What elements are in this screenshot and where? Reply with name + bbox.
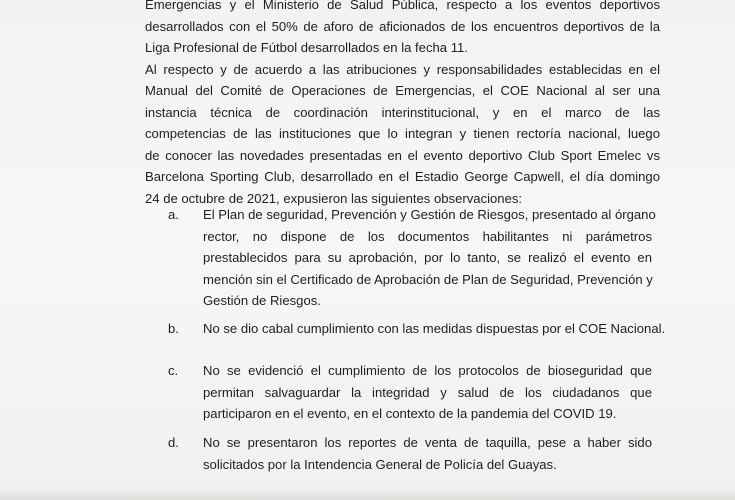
item-line: Gestión de Riesgos. (203, 293, 321, 308)
paragraph-line: competencias de las instituciones que lo integran y tienen rectoría nacional, luego (145, 126, 660, 141)
item-line: No se presentaron los reportes de venta de taquilla, pese a haber sido (203, 435, 652, 450)
paragraph-line: 24 de octubre de 2021, expusieron las siguientes observaciones: (145, 190, 523, 206)
item-line: mención sin el Certificado de Aprobación de Plan de Seguridad, Prevención y (203, 271, 653, 287)
paragraph-line: de conocer las novedades presentadas en el evento deportivo Club Sport Emelec vs (145, 147, 660, 163)
intro-line: Emergencias y el Ministerio de Salud Pública, respecto a los eventos deportivos (145, 0, 660, 12)
page-bottom-shadow (0, 488, 735, 500)
intro-paragraph (145, 0, 660, 59)
item-line: permitan salvaguardar la integridad y salud de los ciudadanos que (203, 384, 652, 400)
item-line: No se evidenció el cumplimiento de los protocolos de bioseguridad que (203, 363, 652, 378)
list-marker: a. (168, 207, 179, 222)
list-marker: b. (168, 321, 179, 336)
paragraph-line: Barcelona Sporting Club, desarrollado en el Estadio George Capwell, el día domingo (145, 169, 660, 184)
observations-paragraph (145, 59, 660, 210)
list-item-text (203, 204, 656, 312)
list-item-text (203, 432, 652, 475)
paragraph-line: instancia técnica de coordinación interinstitucional, y en el marco de las (145, 104, 660, 120)
item-line: rector, no dispone de los documentos habilitantes ni parámetros (203, 228, 652, 244)
paragraph-line: Al respecto y de acuerdo a las atribuciones y responsabilidades establecidas en el (145, 61, 660, 77)
item-line: No se dio cabal cumplimiento con las medidas dispuestas por el COE Nacional. (203, 321, 666, 336)
list-item-text (203, 318, 666, 340)
intro-line: desarrollados con el 50% de aforo de aficionados de los encuentros deportivos de la (145, 18, 660, 34)
list-marker: c. (168, 363, 179, 378)
item-line: prestablecidos para su aprobación, por lo tanto, se realizó el evento en (203, 250, 652, 265)
list-marker: d. (168, 435, 179, 450)
paragraph-line: Manual del Comité de Operaciones de Emergencias, el COE Nacional al ser una (145, 83, 660, 98)
list-item-text (203, 360, 652, 425)
item-line: solicitados por la Intendencia General de Policía del Guayas. (203, 456, 557, 472)
intro-line: Liga Profesional de Fútbol desarrollados en la fecha 11. (145, 40, 468, 55)
document-body (145, 0, 660, 209)
item-line: El Plan de seguridad, Prevención y Gestión de Riesgos, presentado al órgano (203, 207, 656, 222)
item-line: participaron en el evento, en el contexto de la pandemia del COVID 19. (203, 406, 617, 421)
